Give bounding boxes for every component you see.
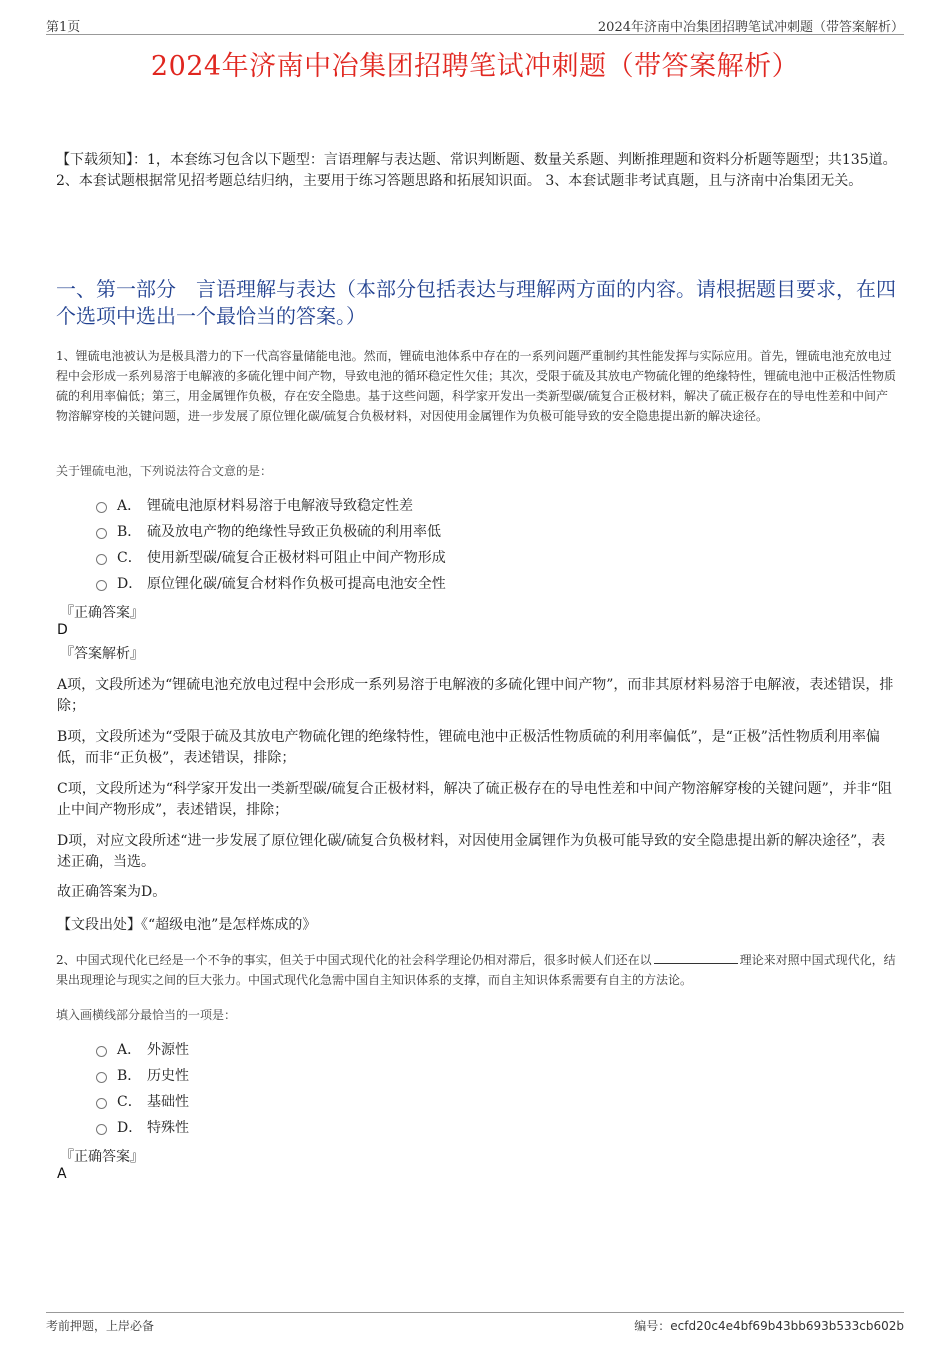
option-c[interactable]: C． 基础性 xyxy=(96,1089,796,1115)
option-a[interactable]: A． 锂硫电池原材料易溶于电解液导致稳定性差 xyxy=(96,493,796,519)
footer-slogan: 考前押题，上岸必备 xyxy=(46,1319,155,1333)
radio-icon[interactable] xyxy=(96,528,107,539)
analysis-a: A项，文段所述为“锂硫电池充放电过程中会形成一系列易溶于电解液的多硫化锂中间产物”，而非其原材料易溶于电解液，表述错误，排除； xyxy=(57,677,894,714)
option-a[interactable]: A． 外源性 xyxy=(96,1037,796,1063)
question-1-text: 1、锂硫电池被认为是极具潜力的下一代高容量储能电池。然而，锂硫电池体系中存在的一系列问题严重制约其性能发挥与实际应用。首先，锂硫电池充放电过程中会形成一系列易溶于电解液的多硫化锂中间产物，导致电池的循环稳定性欠佳；其次，受限于硫及其放电产物硫化锂的绝缘特性，锂硫电池中正极活性物质硫的利用率偏低；第三，用金属锂作负极，存在安全隐患。基于这些问题，科学家开发出一类新型碳/硫复合正极材料，解决了硫正极存在的导电性差和中间产物溶解穿梭的关键问题，进一步发展了原位锂化碳/硫复合负极材料，对因使用金属锂作为负极可能导致的安全隐患提出新的解决途径。 xyxy=(56,349,897,423)
page-header xyxy=(46,14,904,35)
option-b[interactable]: B． 历史性 xyxy=(96,1063,796,1089)
radio-icon[interactable] xyxy=(96,1124,107,1135)
answer-label: 『正确答案』 xyxy=(60,605,144,621)
option-c[interactable]: C． 使用新型碳/硫复合正极材料可阻止中间产物形成 xyxy=(96,545,796,571)
option-d[interactable]: D． 原位锂化碳/硫复合材料作负极可提高电池安全性 xyxy=(96,571,796,597)
option-d[interactable]: D． 特殊性 xyxy=(96,1115,796,1141)
analysis-d: D项，对应文段所述“进一步发展了原位锂化碳/硫复合负极材料，对因使用金属锂作为负极可能导致的安全隐患提出新的解决途径”，表述正确，当选。 xyxy=(57,833,886,870)
section-heading: 一、第一部分 言语理解与表达（本部分包括表达与理解两方面的内容。请根据题目要求，在四个选项中选出一个最恰当的答案。） xyxy=(56,277,896,328)
analysis-label: 『答案解析』 xyxy=(60,646,144,662)
radio-icon[interactable] xyxy=(96,1098,107,1109)
answer-value: D xyxy=(57,622,68,638)
radio-icon[interactable] xyxy=(96,554,107,565)
analysis-b: B项，文段所述为“受限于硫及其放电产物硫化锂的绝缘特性，锂硫电池中正极活性物质硫的利用率偏低”，是“正极”活性物质利用率偏低，而非“正负极”，表述错误，排除； xyxy=(57,729,880,766)
header-doc-title: 2024年济南中冶集团招聘笔试冲刺题（带答案解析） xyxy=(597,20,904,35)
radio-icon[interactable] xyxy=(96,580,107,591)
download-notice: 【下载须知】：1，本套练习包含以下题型：言语理解与表达题、常识判断题、数量关系题、判断推理题和资料分析题等题型；共135道。 2、本套试题根据常见招考题总结归纳，主要用于练习答题思路和拓展知识面。 3、本套试题非考试真题，且与济南中冶集团无关。 xyxy=(56,152,897,189)
answer-value: A xyxy=(57,1166,67,1182)
option-b[interactable]: B． 硫及放电产物的绝缘性导致正负极硫的利用率低 xyxy=(96,519,796,545)
analysis-conclusion: 故正确答案为D。 xyxy=(57,884,167,900)
document-code: 编号：ecfd20c4e4bf69b43bb693b533cb602b xyxy=(634,1319,904,1333)
radio-icon[interactable] xyxy=(96,1072,107,1083)
analysis-c: C项，文段所述为“科学家开发出一类新型碳/硫复合正极材料，解决了硫正极存在的导电性差和中间产物溶解穿梭的关键问题”，并非“阻止中间产物形成”，表述错误，排除； xyxy=(57,781,892,818)
answer-label: 『正确答案』 xyxy=(60,1149,144,1165)
fill-blank xyxy=(654,951,738,964)
page-title: 2024年济南中冶集团招聘笔试冲刺题（带答案解析） xyxy=(150,51,800,82)
text-source: 【文段出处】《“超级电池”是怎样炼成的》 xyxy=(57,917,317,933)
page-number: 第1页 xyxy=(46,20,81,35)
question-2-prompt: 填入画横线部分最恰当的一项是： xyxy=(56,1008,237,1022)
question-1-options xyxy=(96,493,796,597)
question-2-text: 2、中国式现代化已经是一个不争的事实，但关于中国式现代化的社会科学理论仍相对滞后，很多时候人们还在以 理论来对照中国式现代化，结果出现理论与现实之间的巨大张力。中国式现代化急需中国自主知识体系的支撑，而自主知识体系需要有自主的方法论。 xyxy=(56,953,896,987)
radio-icon[interactable] xyxy=(96,1046,107,1057)
page-footer xyxy=(46,1312,904,1337)
question-2-options xyxy=(96,1037,796,1141)
radio-icon[interactable] xyxy=(96,502,107,513)
question-1-prompt: 关于锂硫电池，下列说法符合文意的是： xyxy=(56,464,273,478)
